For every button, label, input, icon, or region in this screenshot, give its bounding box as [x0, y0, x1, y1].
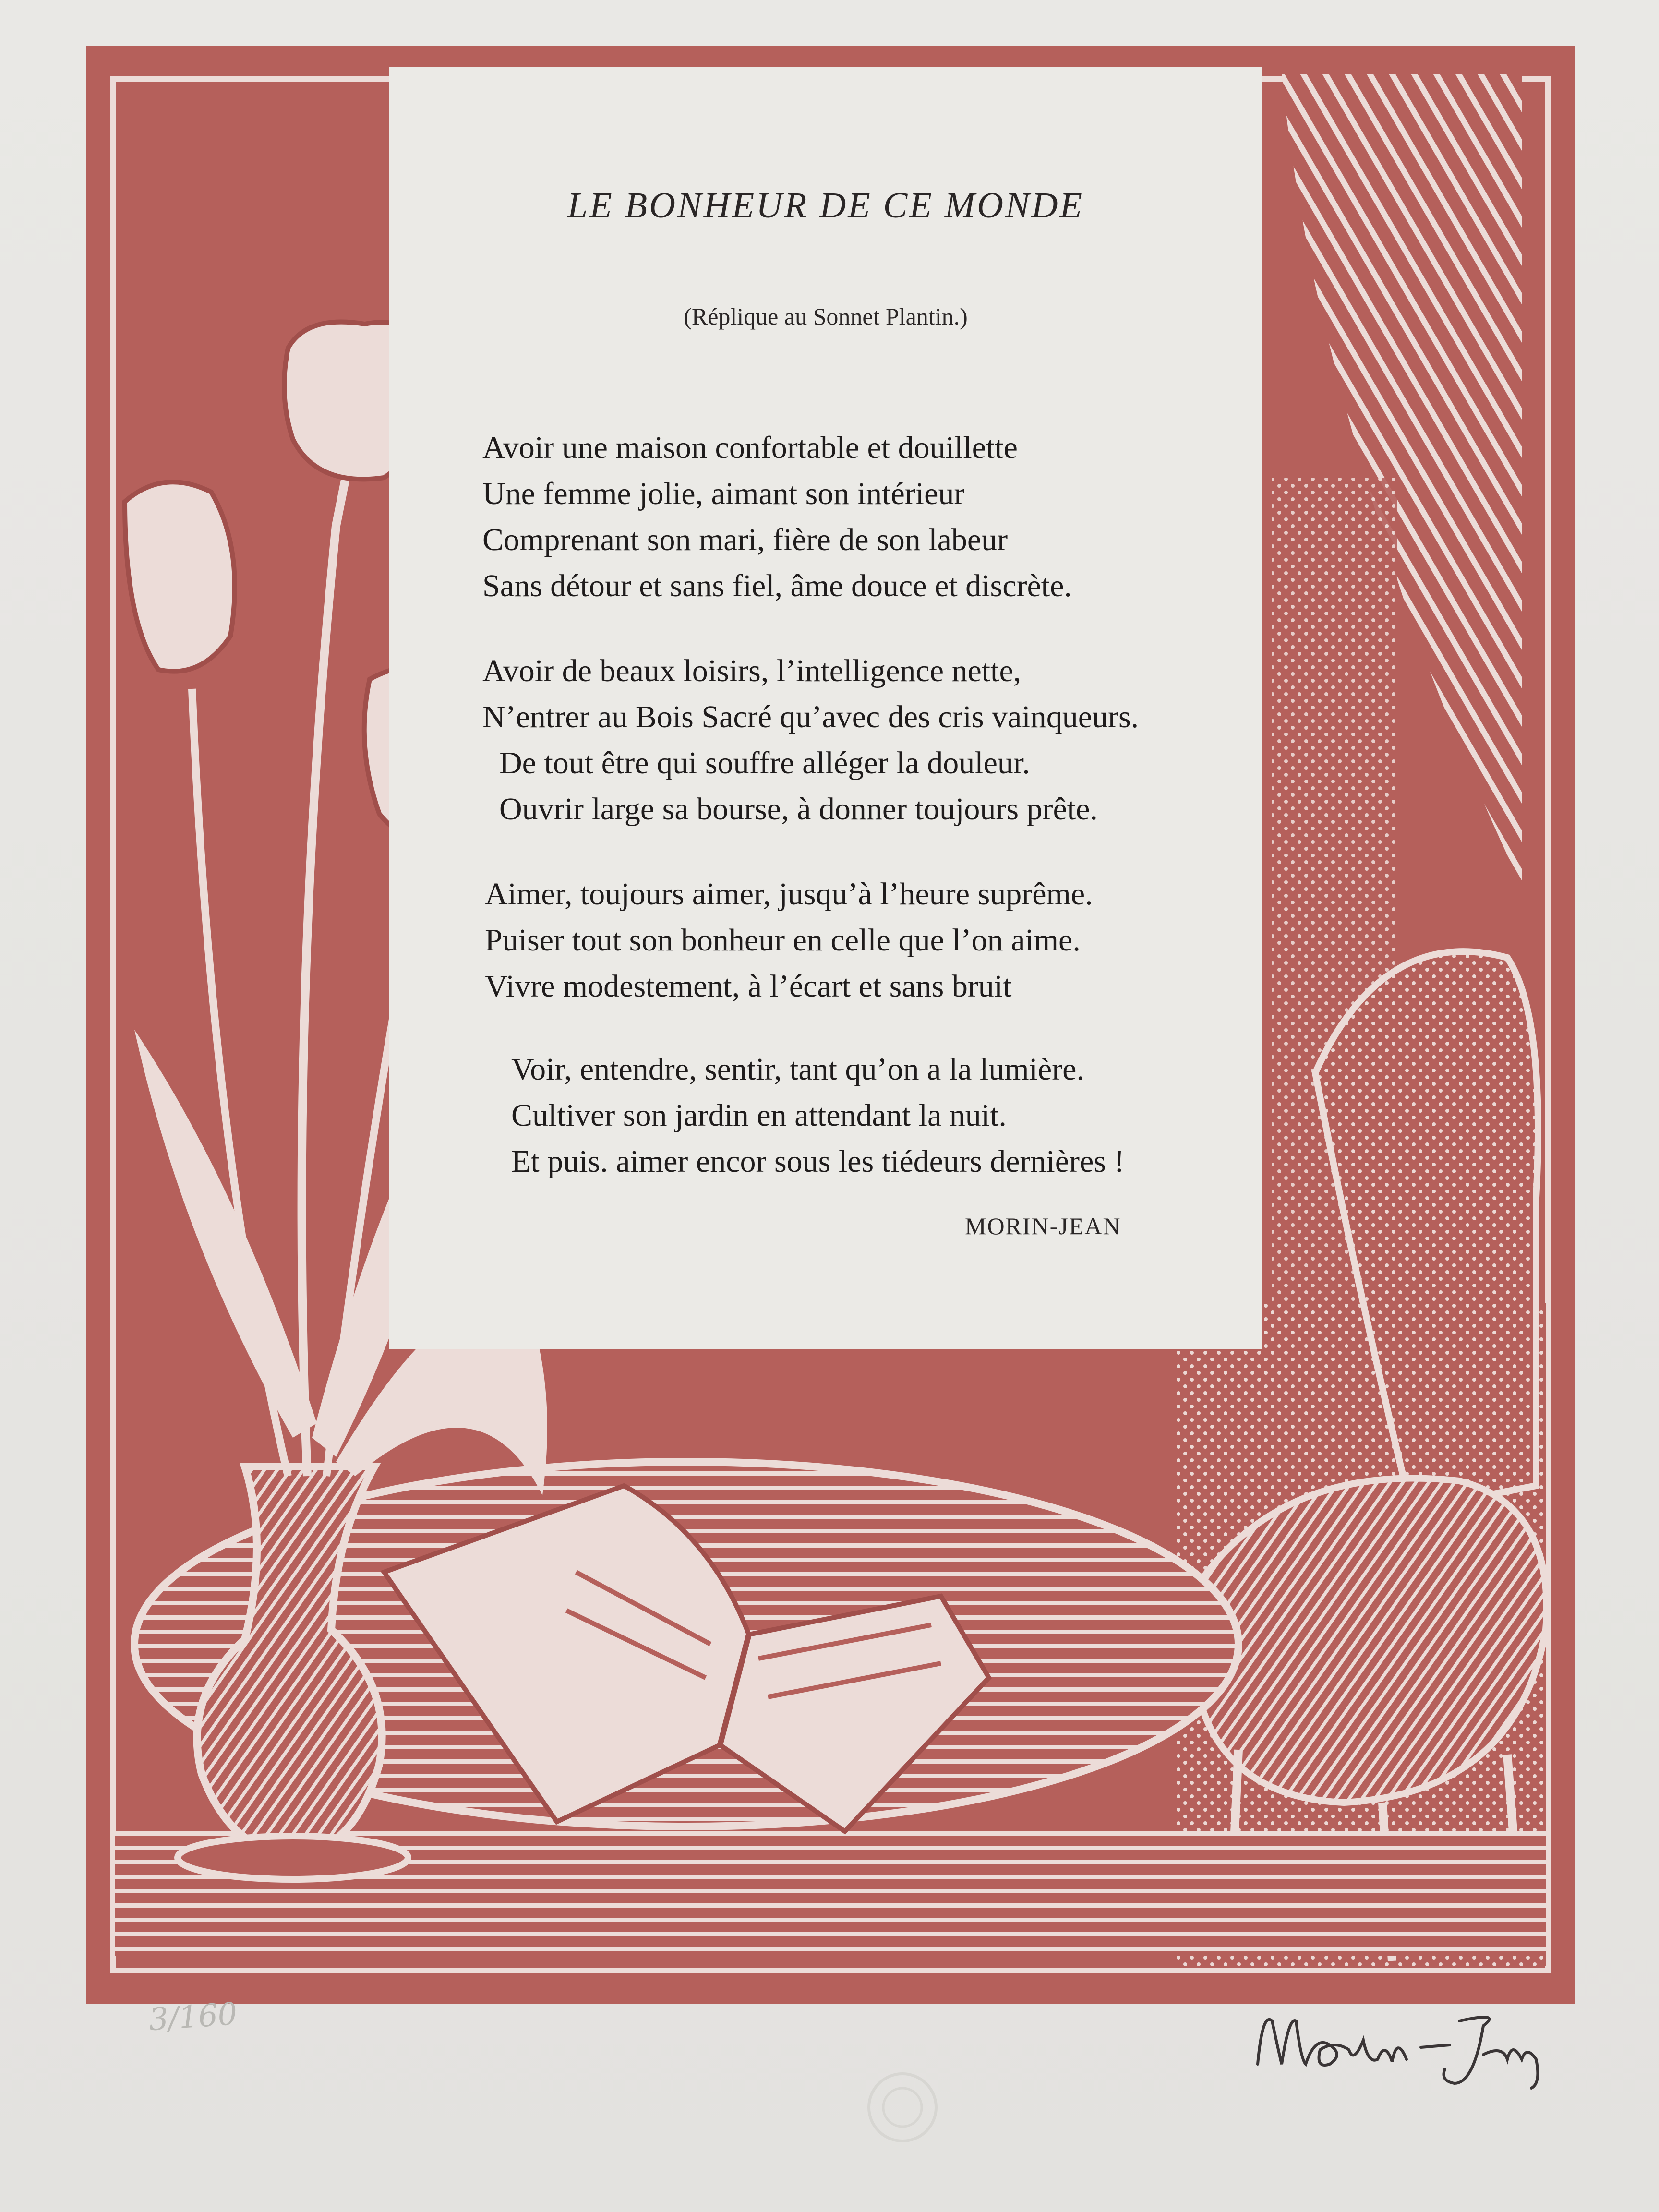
verse-line: De tout être qui souffre alléger la douleur.: [499, 745, 1030, 781]
woodcut-print: [86, 46, 1575, 2004]
artist-signature: [1253, 1992, 1551, 2093]
vase-base: [178, 1836, 408, 1879]
stanza-3: [389, 871, 1358, 1010]
verse-line: Et puis. aimer encor sous les tiédeurs dernières !: [511, 1144, 1125, 1179]
verse-line: Voir, entendre, sentir, tant qu’on a la lumière.: [511, 1052, 1084, 1087]
verse-line: Avoir une maison confortable et douillette: [482, 430, 1018, 465]
edition-number: 3/160: [147, 1996, 239, 2038]
stanza-4: [389, 1046, 1385, 1185]
poem-panel: [389, 67, 1262, 1349]
verse-line: Vivre modestement, à l’écart et sans bruit: [485, 969, 1012, 1004]
verse-line: Cultiver son jardin en attendant la nuit.: [511, 1098, 1007, 1133]
stanza-1: [389, 425, 1356, 609]
verse-line: Ouvrir large sa bourse, à donner toujours prête.: [499, 792, 1098, 827]
verse-line: Sans détour et sans fiel, âme douce et discrète.: [482, 568, 1072, 603]
verse-line: N’entrer au Bois Sacré qu’avec des cris vainqueurs.: [482, 699, 1139, 734]
blind-stamp: [862, 2067, 943, 2148]
verse-line: Aimer, toujours aimer, jusqu’à l’heure suprême.: [485, 877, 1093, 912]
verse-line: Avoir de beaux loisirs, l’intelligence nette,: [482, 653, 1022, 688]
verse-line: Une femme jolie, aimant son intérieur: [482, 476, 965, 511]
verse-line: Puiser tout son bonheur en celle que l’on aime.: [485, 923, 1081, 958]
verse-line: Comprenant son mari, fière de son labeur: [482, 522, 1008, 557]
poem-author: MORIN-JEAN: [965, 1213, 1121, 1239]
poem-title: LE BONHEUR DE CE MONDE: [567, 185, 1084, 226]
poem-subtitle: (Réplique au Sonnet Plantin.): [684, 303, 968, 330]
stanza-2: [389, 648, 1356, 832]
